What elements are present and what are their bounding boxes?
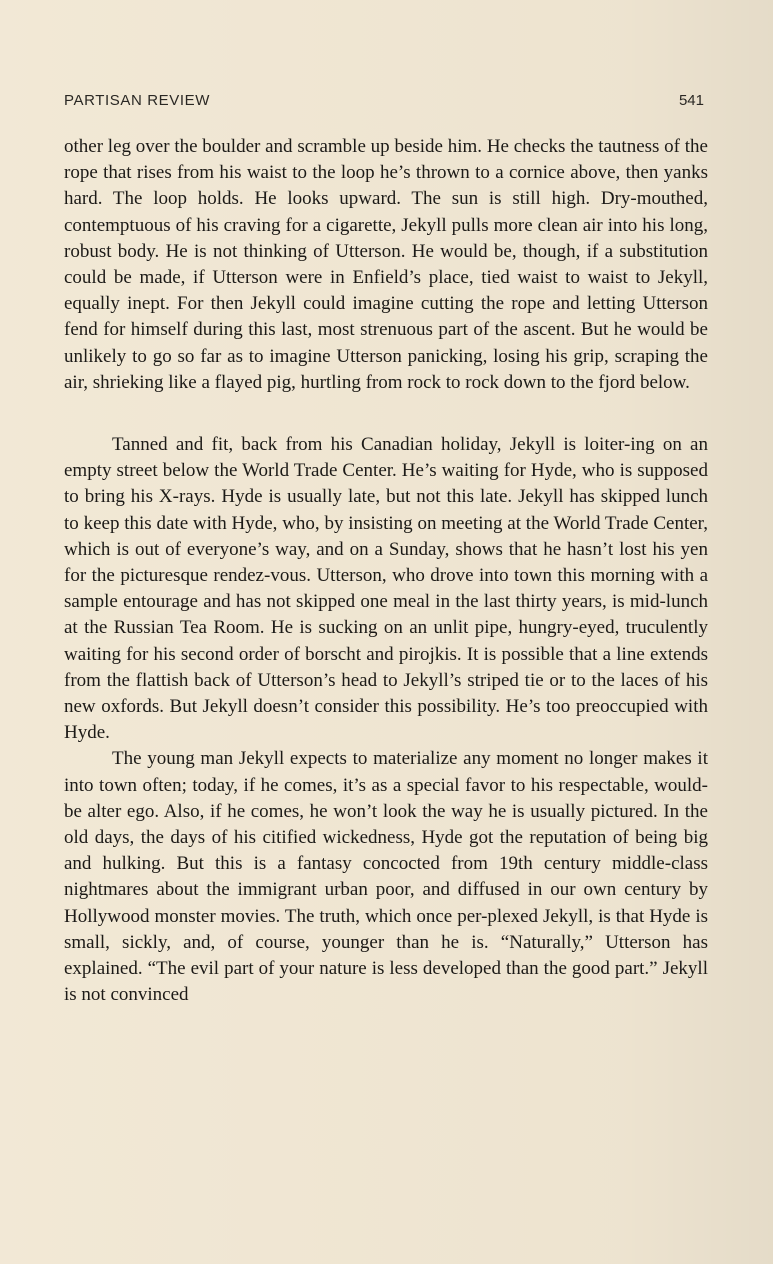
body-text [64, 134, 708, 1009]
paragraph: Tanned and fit, back from his Canadian holiday, Jekyll is loiter-ing on an empty street below the World Trade Center. He’s waiting for Hyde, who is supposed to bring his X-rays. Hyde is usually late, but not this late. Jekyll has skipped lunch to keep this date with Hyde, who, by insisting on meeting at the World Trade Center, which is out of everyone’s way, and on a Sunday, shows that he hasn’t lost his yen for the picturesque rendez-vous. Utterson, who drove into town this morning with a sample entourage and has not skipped one meal in the last thirty years, is mid-lunch at the Russian Tea Room. He is sucking on an unlit pipe, hungry-eyed, truculently waiting for his second order of borscht and pirojkis. It is possible that a line extends from the flattish back of Utterson’s head to Jekyll’s striped tie or to the laces of his new oxfords. But Jekyll doesn’t consider this possibility. He’s too preoccupied with Hyde. [64, 434, 708, 744]
running-header [64, 92, 704, 112]
paragraph-continued: other leg over the boulder and scramble up beside him. He checks the tautness of the rope that rises from his waist to the loop he’s thrown to a cornice above, then yanks hard. The loop holds. He looks upward. The sun is still high. Dry-mouthed, contemptuous of his craving for a cigarette, Jekyll pulls more clean air into his long, robust body. He is not thinking of Utterson. He would be, though, if a substitution could be made, if Utterson were in Enfield’s place, tied waist to waist to Jekyll, equally inept. For then Jekyll could imagine cutting the rope and letting Utterson fend for himself during this last, most strenuous part of the ascent. But he would be unlikely to go so far as to imagine Utterson panicking, losing his grip, scraping the air, shrieking like a flayed pig, hurtling from rock to rock down to the fjord below. [64, 136, 708, 393]
page-number: 541 [678, 92, 704, 109]
journal-name: PARTISAN REVIEW [64, 92, 210, 109]
section-break [64, 396, 708, 432]
paragraph: The young man Jekyll expects to materialize any moment no longer makes it into town often; today, if he comes, it’s as a special favor to his respectable, would-be alter ego. Also, if he comes, he won’t look the way he is usually pictured. In the old days, the days of his citified wickedness, Hyde got the reputation of being big and hulking. But this is a fantasy concocted from 19th century middle-class nightmares about the immigrant urban poor, and diffused in our own century by Hollywood monster movies. The truth, which once per-plexed Jekyll, is that Hyde is small, sickly, and, of course, younger than he is. “Naturally,” Utterson has explained. “The evil part of your nature is less developed than the good part.” Jekyll is not convinced [64, 748, 708, 1006]
